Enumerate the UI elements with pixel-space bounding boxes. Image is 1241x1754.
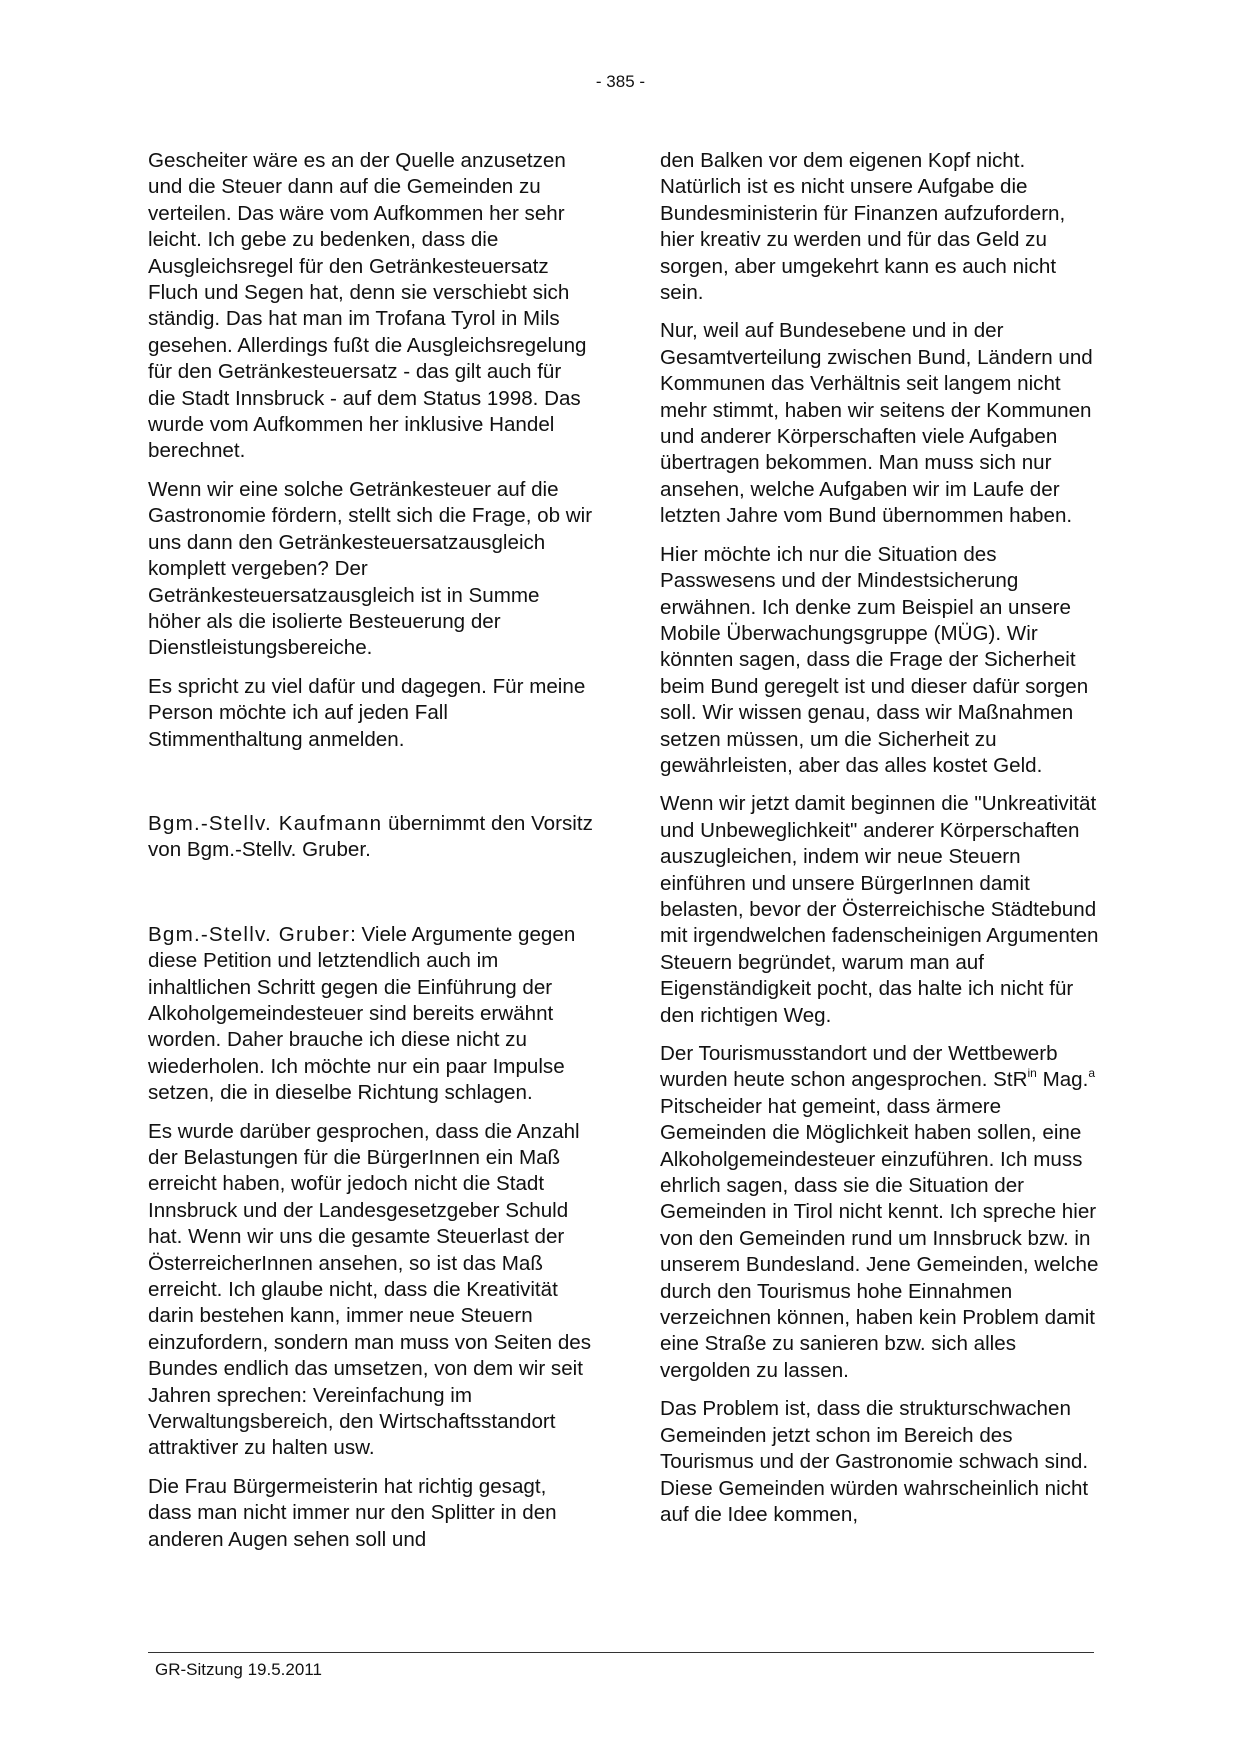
paragraph: Das Problem ist, dass die strukturschwachen Gemeinden jetzt schon im Bereich des Tourismus und der Gastronomie schwach sind. Diese Gemeinden würden wahrscheinlich nicht auf die Idee kommen,: [660, 1397, 1089, 1526]
paragraph: Es spricht zu viel dafür und dagegen. Für meine Person möchte ich auf jeden Fall Stimmenthaltung anmelden.: [148, 674, 586, 751]
paragraph-text: Pitscheider hat gemeint, dass ärmere Gemeinden die Möglichkeit haben sollen, eine Alkoholgemeindesteuer einzuführen. Ich muss ehrlich sagen, dass sie die Situation der Gemeinden in Tirol nicht kennt. Ich spreche hier von den Gemeinden rund um Innsbruck bzw. in unserem Bundesland. Jene Gemeinden, welche durch den Tourismus hohe Einnahmen verzeichnen können, haben kein Problem damit eine Straße zu sanieren bzw. sich alles vergolden zu lassen.: [660, 1094, 1099, 1382]
paragraph: Hier möchte ich nur die Situation des Passwesens und der Mindestsicherung erwähnen. Ich denke zum Beispiel an unsere Mobile Überwachungsgruppe (MÜG). Wir könnten sagen, dass die Frage der Sicherheit beim Bund geregelt ist und dieser dafür sorgen soll. Wir wissen genau, dass wir Maßnahmen setzen müssen, um die Sicherheit zu gewährleisten, aber das alles kostet Geld.: [660, 542, 1089, 777]
paragraph: Nur, weil auf Bundesebene und in der Gesamtverteilung zwischen Bund, Ländern und Kommunen das Verhältnis seit langem nicht mehr stimmt, haben wir seitens der Kommunen und anderer Körperschaften viele Aufgaben übertragen bekommen. Man muss sich nur ansehen, welche Aufgaben wir im Laufe der letzten Jahre vom Bund übernommen haben.: [660, 319, 1093, 528]
paragraph-text: Mag.: [1036, 1068, 1089, 1092]
paragraph: Gescheiter wäre es an der Quelle anzusetzen und die Steuer dann auf die Gemeinden zu verteilen. Das wäre vom Aufkommen her sehr leicht. Ich gebe zu bedenken, dass die Ausgleichsregel für den Getränkesteuersatz Fluch und Segen hat, denn sie verschiebt sich ständig. Das hat man im Trofana Tyrol in Mils gesehen. Allerdings fußt die Ausgleichsregelung für den Getränkesteuersatz - das gilt auch für die Stadt Innsbruck - auf dem Status 1998. Das wurde vom Aufkommen her inklusive Handel berechnet.: [148, 149, 587, 463]
speech-paragraph: [148, 922, 593, 1107]
paragraph: [660, 1041, 1105, 1384]
superscript: in: [1027, 1065, 1037, 1080]
procedural-note: [148, 811, 593, 864]
superscript: a: [1088, 1065, 1096, 1080]
paragraph-text: übernimmt den Vorsitz von Bgm.-Stellv. Gruber.: [148, 811, 593, 862]
left-column: [148, 148, 593, 1565]
paragraph: Wenn wir eine solche Getränkesteuer auf die Gastronomie fördern, stellt sich die Frage, ob wir uns dann den Getränkesteuersatzausgleich komplett vergeben? Der Getränkesteuersatzausgleich ist in Summe höher als die isolierte Besteuerung der Dienstleistungsbereiche.: [148, 477, 593, 660]
right-column: [660, 148, 1105, 1540]
page-number: - 385 -: [595, 72, 646, 91]
speaker-name: Bgm.-Stellv. Gruber: [148, 922, 351, 946]
footer-divider: [148, 1652, 1094, 1653]
paragraph: den Balken vor dem eigenen Kopf nicht. Natürlich ist es nicht unsere Aufgabe die Bundesministerin für Finanzen aufzufordern, hier kreativ zu werden und für das Geld zu sorgen, aber umgekehrt kann es auch nicht sein.: [660, 149, 1066, 305]
speaker-name: Bgm.-Stellv. Kaufmann: [148, 811, 383, 835]
paragraph-text: : Viele Argumente gegen diese Petition und letztendlich auch im inhaltlichen Schritt gegen die Einführung der Alkoholgemeindesteuer sind bereits erwähnt worden. Daher brauche ich diese nicht zu wiederholen. Ich möchte nur ein paar Impulse setzen, die in dieselbe Richtung schlagen.: [148, 922, 576, 1105]
footer-text: GR-Sitzung 19.5.2011: [155, 1660, 322, 1679]
paragraph-text: Der Tourismusstandort und der Wettbewerb wurden heute schon angesprochen. StR: [660, 1042, 1058, 1092]
paragraph: Es wurde darüber gesprochen, dass die Anzahl der Belastungen für die BürgerInnen ein Maß erreicht haben, wofür jedoch nicht die Stadt Innsbruck und der Landesgesetzgeber Schuld hat. Wenn wir uns die gesamte Steuerlast der ÖsterreicherInnen ansehen, so ist das Maß erreicht. Ich glaube nicht, dass die Kreativität darin bestehen kann, immer neue Steuern einzufordern, sondern man muss von Seiten des Bundes endlich das umsetzen, von dem wir seit Jahren sprechen: Vereinfachung im Verwaltungsbereich, den Wirtschaftsstandort attraktiver zu halten usw.: [148, 1119, 592, 1460]
paragraph: Wenn wir jetzt damit beginnen die "Unkreativität und Unbeweglichkeit" anderer Körperschaften auszugleichen, indem wir neue Steuern einführen und unsere BürgerInnen damit belasten, bevor der Österreichische Städtebund mit irgendwelchen fadenscheinigen Argumenten Steuern begründet, warum man auf Eigenständigkeit pocht, das halte ich nicht für den richtigen Weg.: [660, 792, 1099, 1027]
paragraph: Die Frau Bürgermeisterin hat richtig gesagt, dass man nicht immer nur den Splitter in den anderen Augen sehen soll und: [148, 1474, 557, 1551]
